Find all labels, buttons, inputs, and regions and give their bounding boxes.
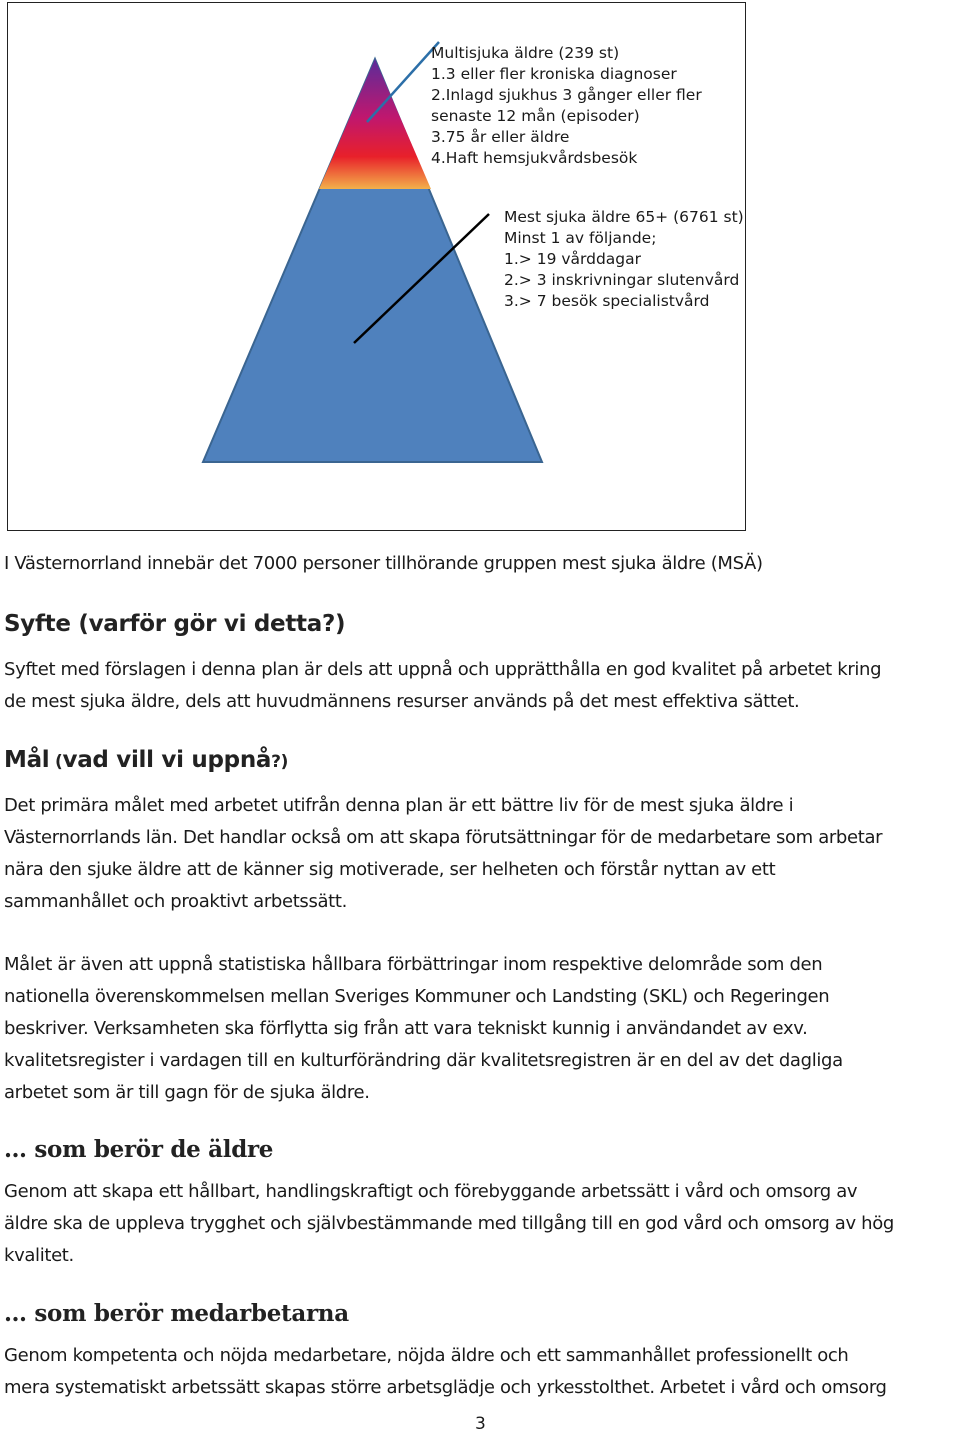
paragraph-line: nationella överenskommelsen mellan Sveriges Kommuner och Landsting (SKL) och Regeringen [4,986,830,1007]
annotation-line: 2.Inlagd sjukhus 3 gånger eller fler [431,86,702,104]
paragraph-line: Syftet med förslagen i denna plan är dels att uppnå och upprätthålla en god kvalitet på arbetet kring [4,659,882,680]
page-number: 3 [475,1414,486,1434]
paragraph-line: mera systematiskt arbetssätt skapas större arbetsglädje och yrkesstolthet. Arbetet i vård och omsorg [4,1377,887,1398]
staff-paragraph [4,1340,960,1404]
purpose-paragraph [4,654,960,718]
heading-purpose: Syfte (varför gör vi detta?) [4,611,346,637]
annotation-multisick [431,43,702,169]
pyramid-apex [319,59,431,189]
heading-goal-mid: vad vill vi uppnå [62,747,272,773]
heading-elderly: … som berör de äldre [4,1136,274,1163]
paragraph-line: nära den sjuke äldre att de känner sig motiverade, ser helheten och förstår nyttan av ett [4,859,776,880]
paragraph-line: Genom att skapa ett hållbart, handlingskraftigt och förebyggande arbetssätt i vård och omsorg av [4,1181,858,1202]
annotation-line: Minst 1 av följande; [504,229,657,247]
goal-paragraph-1 [4,790,960,918]
caption-text: I Västernorrland innebär det 7000 personer tillhörande gruppen mest sjuka äldre (MSÄ) [4,553,763,574]
heading-goal-open: ( [49,752,63,772]
annotation-line: 2.> 3 inskrivningar slutenvård [504,271,740,289]
annotation-line: Multisjuka äldre (239 st) [431,44,620,62]
heading-goal [4,747,288,773]
annotation-most-sick [504,207,744,312]
annotation-line: 1.> 19 vårddagar [504,250,642,268]
paragraph-line: Västernorrlands län. Det handlar också om att skapa förutsättningar för de medarbetare som arbetar [4,827,883,848]
annotation-line: Mest sjuka äldre 65+ (6761 st) [504,208,744,226]
annotation-line: 3.75 år eller äldre [431,128,570,146]
paragraph-line: de mest sjuka äldre, dels att huvudmännens resurser används på det mest effektiva sättet. [4,691,800,712]
paragraph-line: Det primära målet med arbetet utifrån denna plan är ett bättre liv för de mest sjuka äldre i [4,795,794,816]
paragraph-line: arbetet som är till gagn för de sjuka äldre. [4,1082,370,1103]
annotation-line: 3.> 7 besök specialistvård [504,292,710,310]
annotation-line: senaste 12 mån (episoder) [431,107,640,125]
paragraph-line: kvalitetsregister i vardagen till en kulturförändring där kvalitetsregistren är en del av det dagliga [4,1050,843,1071]
goal-paragraph-2 [4,949,960,1109]
paragraph-line: sammanhållet och proaktivt arbetssätt. [4,891,347,912]
paragraph-line: Målet är även att uppnå statistiska hållbara förbättringar inom respektive delområde som den [4,954,823,975]
annotation-line: 1.3 eller fler kroniska diagnoser [431,65,677,83]
annotation-line: 4.Haft hemsjukvårdsbesök [431,149,638,167]
figure-caption [4,548,960,580]
heading-goal-main: Mål [4,747,50,773]
paragraph-line: kvalitet. [4,1245,74,1266]
heading-goal-close: ?) [271,752,289,772]
paragraph-line: Genom kompetenta och nöjda medarbetare, nöjda äldre och ett sammanhållet professionellt och [4,1345,849,1366]
elderly-paragraph [4,1176,960,1272]
paragraph-line: beskriver. Verksamheten ska förflytta sig från att vara tekniskt kunnig i användandet av exv. [4,1018,808,1039]
heading-staff: … som berör medarbetarna [4,1300,349,1327]
paragraph-line: äldre ska de uppleva trygghet och självbestämmande med tillgång till en god vård och omsorg av hög [4,1213,894,1234]
